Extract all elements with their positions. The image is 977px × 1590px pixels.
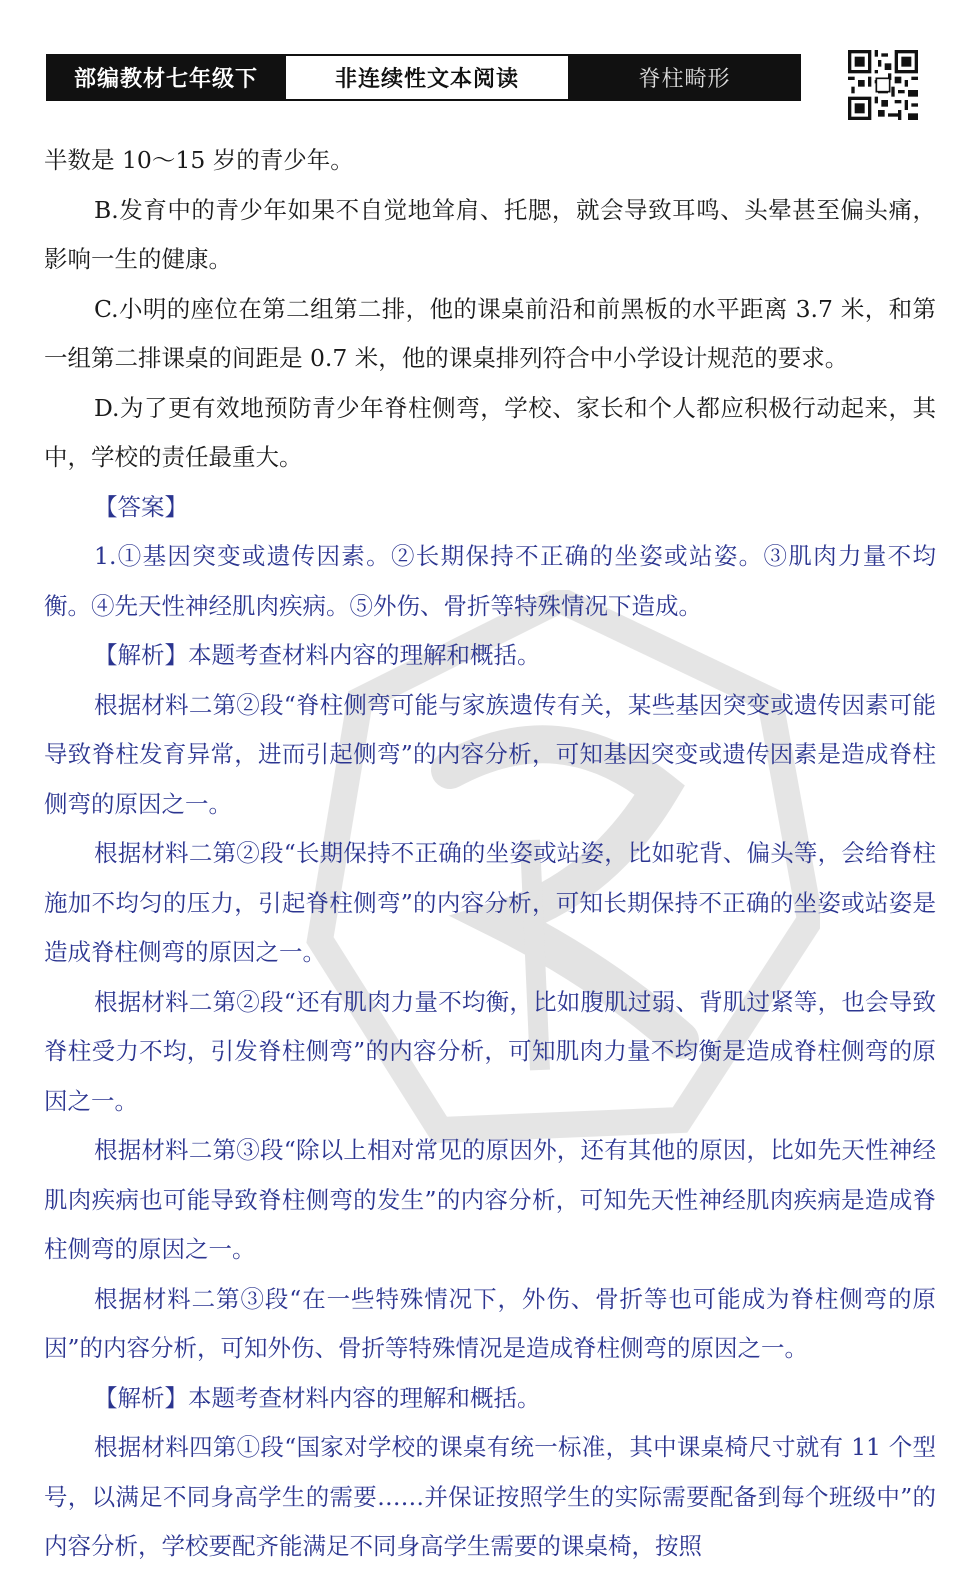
paragraph: 根据材料二第③段“在一些特殊情况下，外伤、骨折等也可能成为脊柱侧弯的原因”的内容分析，可知外伤、骨折等特殊情况是造成脊柱侧弯的原因之一。 xyxy=(44,1284,936,1362)
header-title: 脊柱畸形 xyxy=(570,56,799,99)
paragraph: 【解析】本题考查材料内容的理解和概括。 xyxy=(94,1383,541,1412)
paragraph: 根据材料四第①段“国家对学校的课桌有统一标准，其中课桌椅尺寸就有 11 个型号，以满足不同身高学生的需要……并保证按照学生的实际需要配备到每个班级中”的内容分析，学校要配齐能满足不同身高学生需要的课桌椅，按照 xyxy=(44,1433,936,1560)
page-header xyxy=(46,54,801,101)
paragraph: D.为了更有效地预防青少年脊柱侧弯，学校、家长和个人都应积极行动起来，其中，学校的责任最重大。 xyxy=(44,393,936,471)
paragraph: 【答案】 xyxy=(94,492,188,521)
header-topic: 非连续性文本阅读 xyxy=(284,56,570,99)
paragraph: 根据材料二第②段“脊柱侧弯可能与家族遗传有关，某些基因突变或遗传因素可能导致脊柱发育异常，进而引起侧弯”的内容分析，可知基因突变或遗传因素是造成脊柱侧弯的原因之一。 xyxy=(44,690,936,818)
paragraph: 根据材料二第②段“还有肌肉力量不均衡，比如腹肌过弱、背肌过紧等，也会导致脊柱受力不均，引发脊柱侧弯”的内容分析，可知肌肉力量不均衡是造成脊柱侧弯的原因之一。 xyxy=(44,987,936,1115)
paragraph: 根据材料二第③段“除以上相对常见的原因外，还有其他的原因，比如先天性神经肌肉疾病也可能导致脊柱侧弯的发生”的内容分析，可知先天性神经肌肉疾病是造成脊柱侧弯的原因之一。 xyxy=(44,1136,936,1263)
qr-code-icon xyxy=(848,50,918,120)
paragraph: 1.①基因突变或遗传因素。②长期保持不正确的坐姿或站姿。③肌肉力量不均衡。④先天性神经肌肉疾病。⑤外伤、骨折等特殊情况下造成。 xyxy=(44,542,936,620)
paragraph: 半数是 10～15 岁的青少年。 xyxy=(44,146,354,174)
header-grade: 部编教材七年级下 xyxy=(48,56,284,99)
paragraph: 【解析】本题考查材料内容的理解和概括。 xyxy=(94,641,541,669)
paragraph: B.发育中的青少年如果不自觉地耸肩、托腮，就会导致耳鸣、头晕甚至偏头痛，影响一生的健康。 xyxy=(44,195,936,273)
paragraph: C.小明的座位在第二组第二排，他的课桌前沿和前黑板的水平距离 3.7 米，和第一组第二排课桌的间距是 0.7 米，他的课桌排列符合中小学设计规范的要求。 xyxy=(44,294,936,372)
document-body xyxy=(44,136,936,1572)
paragraph: 根据材料二第②段“长期保持不正确的坐姿或站姿，比如驼背、偏头等，会给脊柱施加不均匀的压力，引起脊柱侧弯”的内容分析，可知长期保持不正确的坐姿或站姿是造成脊柱侧弯的原因之一。 xyxy=(44,839,936,966)
